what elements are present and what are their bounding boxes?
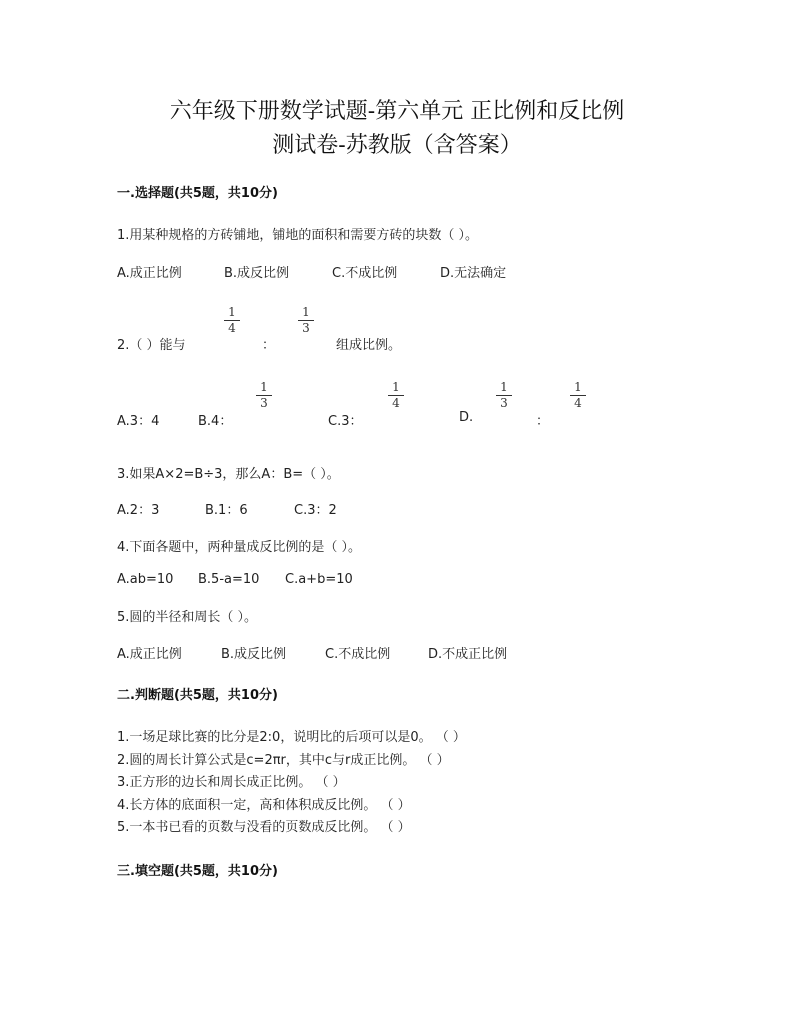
- question-3-option-c: C.3：2: [294, 503, 337, 518]
- fraction-denominator: 4: [574, 396, 582, 410]
- question-5-option-b: B.成反比例: [221, 647, 287, 662]
- question-2-option-c: C.3：: [328, 414, 363, 429]
- question-2-fraction-a: [224, 306, 240, 335]
- judge-item-2: 2.圆的周长计算公式是c=2πr，其中c与r成正比例。 （ ）: [117, 753, 450, 768]
- section-choice-heading: 一.选择题(共5题，共10分): [117, 186, 278, 201]
- judge-item-5: 5.一本书已看的页数与没看的页数成反比例。 （ ）: [117, 820, 411, 835]
- judge-item-4: 4.长方体的底面积一定，高和体积成反比例。 （ ）: [117, 798, 411, 813]
- question-2-suffix: 组成比例。: [336, 338, 402, 353]
- fraction-denominator: 4: [228, 321, 236, 335]
- fraction-denominator: 3: [302, 321, 310, 335]
- section-judge-heading: 二.判断题(共5题，共10分): [117, 688, 278, 703]
- question-2-option-b-fraction: [256, 381, 272, 410]
- question-2-colon: ：: [262, 338, 276, 353]
- title-line-1: 六年级下册数学试题-第六单元 正比例和反比例: [169, 99, 625, 124]
- fraction-numerator: 1: [228, 305, 236, 319]
- question-4-text: 4.下面各题中，两种量成反比例的是（ ）。: [117, 540, 362, 555]
- fraction-numerator: 1: [302, 305, 310, 319]
- question-4-option-a: A.ab=10: [117, 572, 174, 587]
- question-2-option-b: B.4：: [198, 414, 233, 429]
- question-4-option-c: C.a+b=10: [285, 572, 353, 587]
- fraction-denominator: 4: [392, 396, 400, 410]
- title-line-2: 测试卷-苏教版（含答案）: [272, 133, 522, 158]
- question-1-option-c: C.不成比例: [332, 266, 398, 281]
- question-3-option-b: B.1：6: [205, 503, 248, 518]
- question-5-option-a: A.成正比例: [117, 647, 182, 662]
- question-2-fraction-b: [298, 306, 314, 335]
- fraction-denominator: 3: [500, 396, 508, 410]
- question-1-text: 1.用某种规格的方砖铺地，铺地的面积和需要方砖的块数（ ）。: [117, 228, 479, 243]
- section-fill-heading: 三.填空题(共5题，共10分): [117, 864, 278, 879]
- fraction-numerator: 1: [260, 380, 268, 394]
- question-2-option-c-fraction: [388, 381, 404, 410]
- question-2-option-d-fraction-2: [570, 381, 586, 410]
- question-1-option-b: B.成反比例: [224, 266, 290, 281]
- question-3-text: 3.如果A×2=B÷3，那么A：B=（ ）。: [117, 467, 340, 482]
- fraction-numerator: 1: [500, 380, 508, 394]
- judge-item-1: 1.一场足球比赛的比分是2:0，说明比的后项可以是0。 （ ）: [117, 730, 466, 745]
- question-2-prefix: 2.（ ）能与: [117, 338, 186, 353]
- question-2-option-a: A.3：4: [117, 414, 160, 429]
- fraction-numerator: 1: [574, 380, 582, 394]
- question-2-option-d: D.: [459, 410, 474, 425]
- question-1-option-d: D.无法确定: [440, 266, 507, 281]
- question-2-option-d-fraction-1: [496, 381, 512, 410]
- question-3-option-a: A.2：3: [117, 503, 160, 518]
- question-5-option-c: C.不成比例: [325, 647, 391, 662]
- question-1-option-a: A.成正比例: [117, 266, 182, 281]
- judge-item-3: 3.正方形的边长和周长成正比例。 （ ）: [117, 775, 346, 790]
- fraction-denominator: 3: [260, 396, 268, 410]
- question-5-text: 5.圆的半径和周长（ ）。: [117, 610, 258, 625]
- question-2-option-d-colon: ：: [536, 414, 550, 429]
- question-4-option-b: B.5-a=10: [198, 572, 260, 587]
- fraction-numerator: 1: [392, 380, 400, 394]
- question-5-option-d: D.不成正比例: [428, 647, 508, 662]
